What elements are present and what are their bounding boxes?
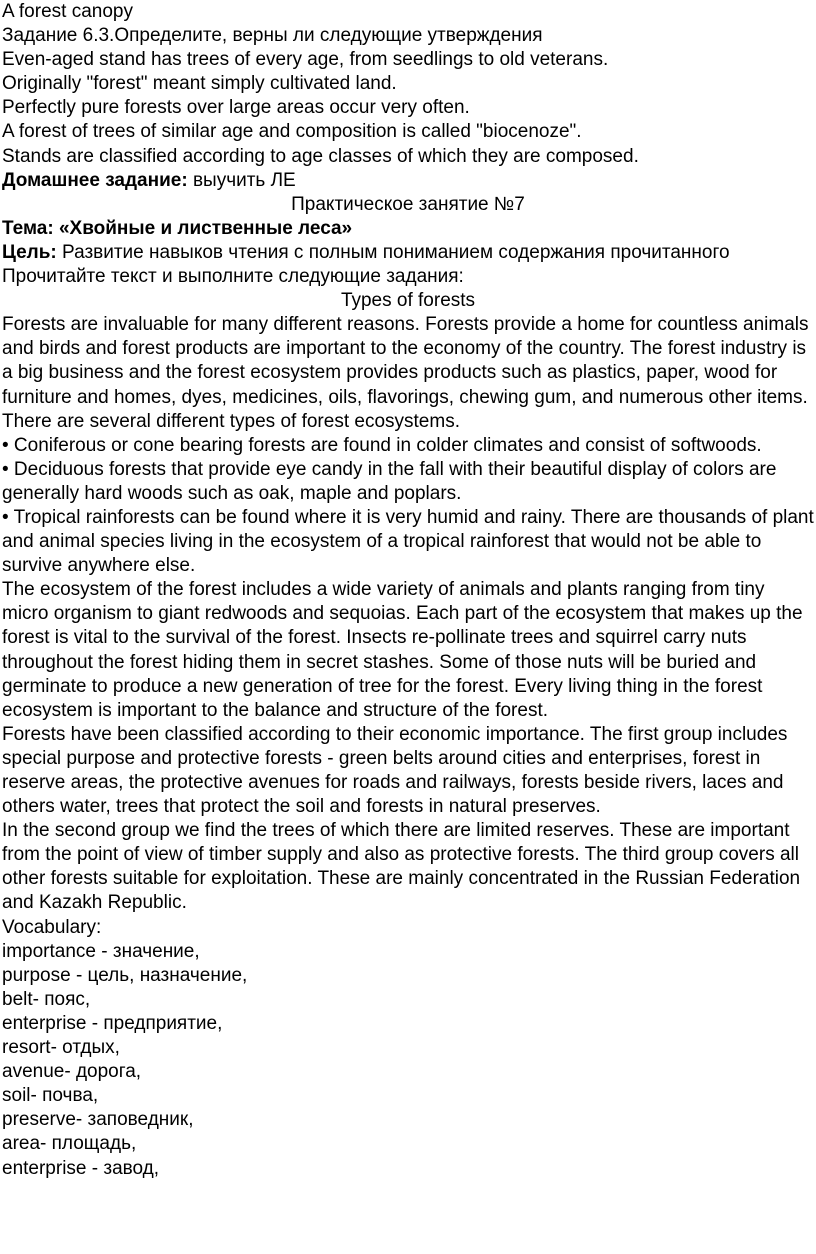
canopy-line: A forest canopy: [2, 1, 133, 22]
paragraph-second-group: In the second group we find the trees of which there are limited reserves. These are important from the point of view of timber supply and also as protective forests. The third group covers all other forests suitable for exploitation. These are mainly concentrated in the Russian Federation and Kazakh Republic.: [2, 820, 801, 914]
task-title: Задание 6.3.Определите, верны ли следующие утверждения: [2, 25, 543, 47]
topic-label: Тема: «Хвойные и лиственные леса»: [2, 217, 353, 239]
vocabulary-item: importance - значение,: [2, 940, 200, 962]
vocabulary-item: enterprise - предприятие,: [2, 1012, 223, 1034]
paragraph-classified: Forests have been classified according to their economic importance. The first group includes special purpose and protective forests - green belts around cities and enterprises, forest in reserve areas, the protective avenues for roads and railways, forests beside rivers, laces and others water, trees that protect the soil and forests in natural preserves.: [2, 723, 788, 818]
bullet-deciduous: • Deciduous forests that provide eye candy in the fall with their beautiful display of colors are generally hard woods such as oak, maple and poplars.: [2, 458, 777, 504]
vocabulary-item: soil- почва,: [2, 1085, 99, 1107]
vocabulary-item: avenue- дорога,: [2, 1061, 142, 1083]
homework-line: [2, 169, 814, 193]
vocabulary-item: area- площадь,: [2, 1133, 137, 1155]
vocabulary-item: enterprise - завод,: [2, 1157, 160, 1179]
vocabulary-list: [2, 940, 814, 1181]
goal-label: Цель:: [2, 241, 57, 263]
paragraph-ecosystem: The ecosystem of the forest includes a wide variety of animals and plants ranging from tiny micro organism to giant redwoods and sequoias. Each part of the ecosystem that makes up the forest is vital to the survival of the forest. Insects re-pollinate trees and squirrel carry nuts throughout the forest hiding them in secret stashes. Some of those nuts will be buried and germinate to produce a new generation of tree for the forest. Every living thing in the forest ecosystem is important to the balance and structure of the forest.: [2, 579, 803, 721]
vocabulary-item: purpose - цель, назначение,: [2, 964, 248, 986]
bullet-tropical: • Tropical rainforests can be found where it is very humid and rainy. There are thousands of plant and animal species living in the ecosystem of a tropical rainforest that would not be able to survive anywhere else.: [2, 506, 814, 577]
paragraph-intro: Forests are invaluable for many different reasons. Forests provide a home for countless animals and birds and forest products are important to the economy of the country. The forest industry is a big business and the forest ecosystem provides products such as plastics, paper, wood for furniture and homes, dyes, medicines, oils, flavorings, chewing gum, and numerous other items. There are several different types of forest ecosystems.: [2, 314, 809, 432]
statement-item: Originally "forest" meant simply cultivated land.: [2, 73, 397, 95]
goal-line: [2, 241, 814, 265]
text-title: Types of forests: [340, 290, 476, 312]
statement-item: Perfectly pure forests over large areas occur very often.: [2, 97, 470, 119]
vocabulary-item: belt- пояс,: [2, 988, 91, 1010]
statement-item: A forest of trees of similar age and composition is called "biocenoze".: [2, 121, 582, 143]
instruction-line: Прочитайте текст и выполните следующие задания:: [2, 266, 464, 288]
homework-label: Домашнее задание:: [2, 169, 188, 191]
homework-text: выучить ЛЕ: [187, 169, 296, 191]
goal-text: Развитие навыков чтения с полным пониманием содержания прочитанного: [56, 241, 730, 263]
vocabulary-item: preserve- заповедник,: [2, 1109, 194, 1131]
lesson-title: Практическое занятие №7: [291, 193, 525, 215]
statements-list: [2, 48, 814, 168]
topic-line: [2, 217, 814, 241]
document-page: [2, 0, 814, 1181]
bullet-coniferous: • Coniferous or cone bearing forests are found in colder climates and consist of softwoods.: [2, 434, 762, 456]
vocabulary-heading: Vocabulary:: [2, 916, 102, 938]
statement-item: Even-aged stand has trees of every age, from seedlings to old veterans.: [2, 49, 609, 71]
statement-item: Stands are classified according to age classes of which they are composed.: [2, 145, 639, 167]
vocabulary-item: resort- отдых,: [2, 1037, 120, 1059]
